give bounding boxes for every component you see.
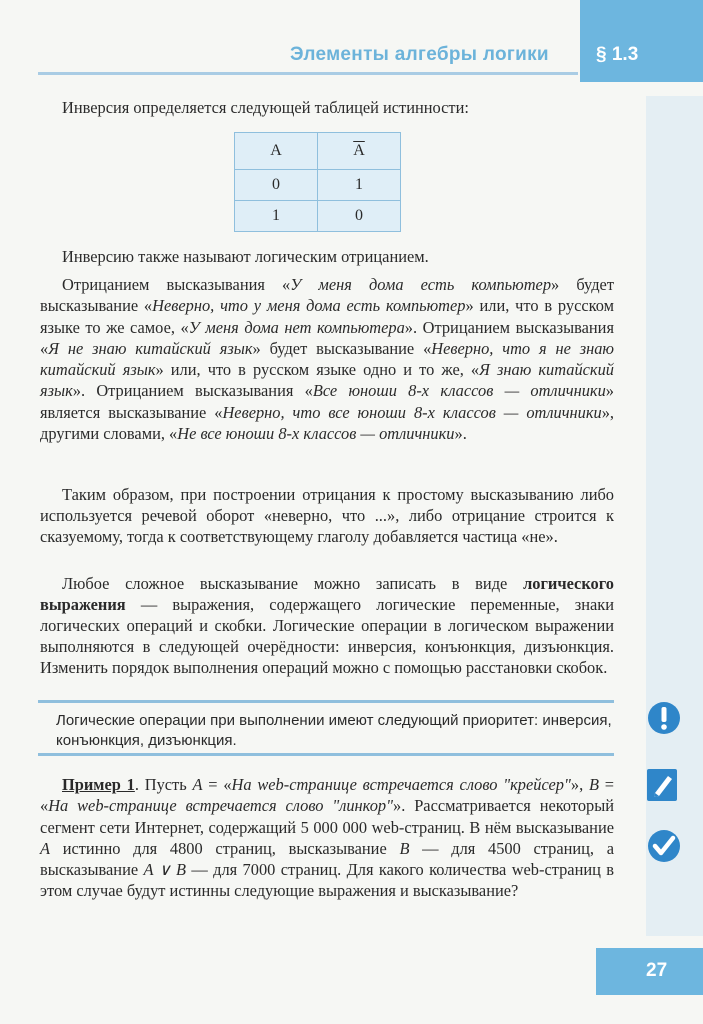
- checkmark-icon: [646, 828, 682, 864]
- table-header-row: [235, 133, 401, 170]
- section-tab: [580, 0, 703, 82]
- table-header-not-a: $\overline{A}$: [318, 133, 401, 170]
- example-1: Пример 1. Пусть A = «На web-странице встречается слово "крейсер"», B = «На web-странице встречается слово "линкор"». Рассматривается некоторый сегмент сети Интернет, содержащий 5 000 000 web-страниц. В нём высказывание A истинно для 4800 страниц, высказывание B — для 4500 страниц, а высказывание A ∨ B — для 7000 страниц. Для какого количества web-страниц в этом случае будут истинны следующие выражения и высказывание?: [40, 775, 614, 901]
- paragraph-inversion-name: Инверсию также называют логическим отрицанием.: [62, 247, 429, 266]
- exclamation-icon: [646, 700, 682, 736]
- paragraph-negation-examples: Отрицанием высказывания «У меня дома есть компьютер» будет высказывание «Неверно, что у меня дома есть компьютер» или, что в русском языке то же самое, «У меня дома нет компьютера». Отрицанием высказывания «Я не знаю китайский язык» будет высказывание «Неверно, что я не знаю китайский язык» или, что в русском языке одно и то же, «Я знаю китайский язык». Отрицанием высказывания «Все юноши 8-х классов — отличники» является высказывание «Неверно, что все юноши 8-х классов — отличники», другими словами, «Не все юноши 8-х классов — отличники».: [40, 275, 615, 444]
- side-margin-strip: [646, 96, 703, 936]
- truth-table-intro: Инверсия определяется следующей таблицей истинности:: [62, 98, 469, 117]
- term-logical-expression: логического выражения: [40, 574, 614, 614]
- paragraph-negation-summary: Таким образом, при построении отрицания к простому высказыванию либо используется речевой оборот «неверно, что ...», либо отрицание строится к сказуемому, тогда к соответствующему глаголу добавляется частица «не».: [40, 485, 614, 546]
- section-label: § 1.3: [596, 44, 639, 65]
- rule-callout: [38, 700, 614, 756]
- table-header-a: A: [235, 133, 318, 170]
- paragraph-logical-expression: Любое сложное высказывание можно записать в виде логического выражения — выражения, содержащего логические переменные, знаки логических операций и скобки. Логические операции в логическом выражении выполняются в следующей очерёдности: инверсия, конъюнкция, дизъюнкция. Изменить порядок выполнения операций можно с помощью расстановки скобок.: [40, 574, 614, 677]
- table-cell: 0: [318, 201, 401, 232]
- table-cell: 1: [318, 170, 401, 201]
- table-cell: 1: [235, 201, 318, 232]
- table-row: [235, 170, 401, 201]
- example-label: Пример 1: [62, 775, 135, 794]
- table-row: [235, 201, 401, 232]
- header-rule: [38, 72, 578, 75]
- table-cell: 0: [235, 170, 318, 201]
- chapter-title: Элементы алгебры логики: [290, 44, 549, 65]
- page-number: 27: [646, 960, 668, 981]
- pencil-icon: [646, 768, 678, 802]
- page-header: [0, 0, 703, 82]
- rule-text: Логические операции при выполнении имеют следующий приоритет: инверсия, конъюнкция, дизъюнкция.: [56, 712, 612, 749]
- truth-table: [234, 132, 401, 232]
